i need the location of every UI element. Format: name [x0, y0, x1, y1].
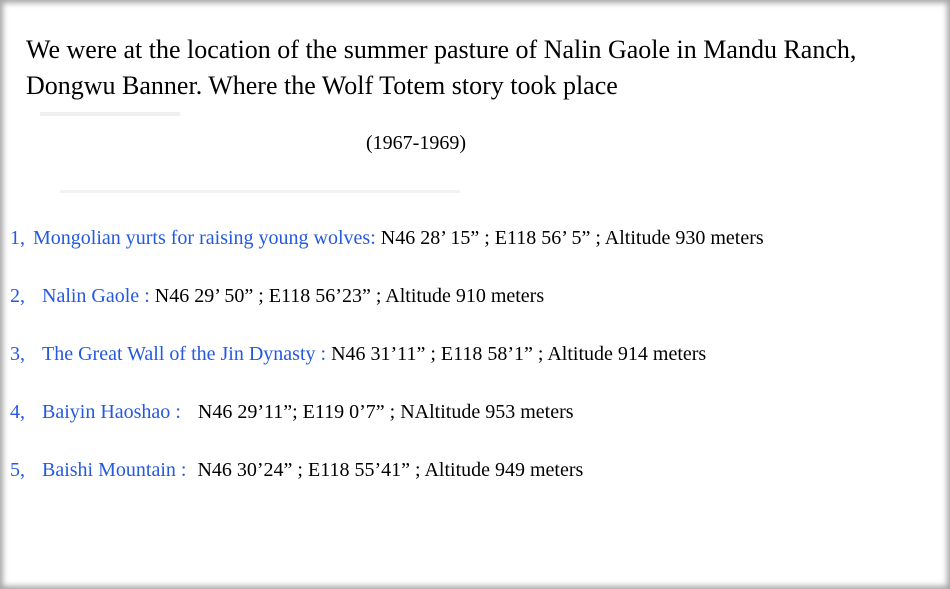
- location-item: [10, 284, 544, 308]
- location-name: Baishi Mountain: [42, 459, 176, 481]
- location-number: 4,: [10, 401, 25, 423]
- location-number: 3,: [10, 343, 25, 365]
- location-separator: :: [180, 459, 187, 481]
- location-name: Baiyin Haoshao: [42, 401, 171, 423]
- location-coordinates: N46 29’11”; E119 0’7” ; NAltitude 953 meters: [197, 401, 574, 423]
- location-separator: :: [370, 227, 376, 249]
- location-name: Mongolian yurts for raising young wolves: [33, 227, 371, 249]
- location-separator: :: [175, 401, 181, 423]
- location-coordinates: N46 29’ 50” ; E118 56’23” ; Altitude 910 meters: [154, 285, 545, 307]
- location-separator: :: [320, 343, 327, 365]
- location-item: [10, 342, 706, 366]
- location-item: [10, 458, 583, 482]
- location-item: [10, 400, 574, 424]
- location-number: 2,: [10, 285, 25, 307]
- location-separator: :: [144, 285, 150, 307]
- location-number: 1,: [10, 227, 25, 249]
- year-range: (1967-1969): [366, 132, 466, 154]
- page-title: We were at the location of the summer pasture of Nalin Gaole in Mandu Ranch, Dongwu Banner. Where the Wolf Totem story took place: [26, 35, 857, 100]
- location-item: [10, 226, 764, 250]
- location-name: The Great Wall of the Jin Dynasty: [42, 343, 316, 365]
- location-number: 5,: [10, 459, 25, 481]
- location-name: Nalin Gaole: [42, 285, 140, 307]
- location-coordinates: N46 30’24” ; E118 55’41” ; Altitude 949 meters: [197, 459, 584, 481]
- location-coordinates: N46 31’11” ; E118 58’1” ; Altitude 914 meters: [331, 343, 707, 365]
- location-coordinates: N46 28’ 15” ; E118 56’ 5” ; Altitude 930 meters: [380, 227, 764, 249]
